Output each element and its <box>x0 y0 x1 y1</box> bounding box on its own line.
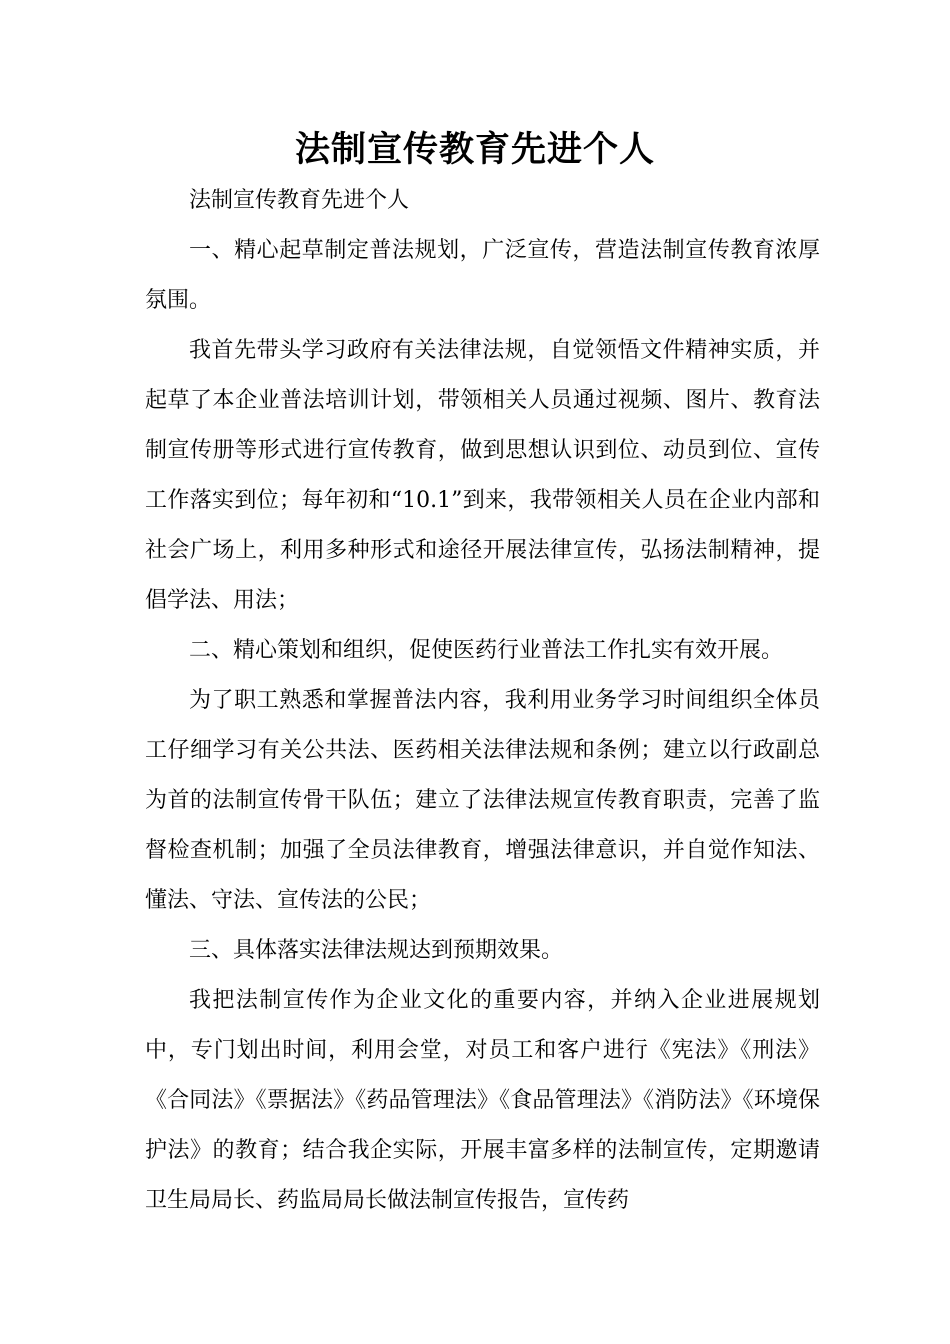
paragraph-section-3-heading: 三、具体落实法律法规达到预期效果。 <box>189 938 564 963</box>
document-body <box>145 176 820 1226</box>
paragraph-section-3-body: 我把法制宣传作为企业文化的重要内容，并纳入企业进展规划中，专门划出时间，利用会堂，对员工和客户进行《宪法》《刑法》《合同法》《票据法》《药品管理法》《食品管理法》《消防法》《环境保护法》的教育；结合我企实际，开展丰富多样的法制宣传，定期邀请卫生局局长、药监局局长做法制宣传报告，宣传药 <box>145 988 820 1213</box>
paragraph-section-2-body: 为了职工熟悉和掌握普法内容，我利用业务学习时间组织全体员工仔细学习有关公共法、医药相关法律法规和条例；建立以行政副总为首的法制宣传骨干队伍；建立了法律法规宣传教育职责，完善了监督检查机制；加强了全员法律教育，增强法律意识，并自觉作知法、懂法、守法、宣传法的公民； <box>145 688 820 913</box>
document-title: 法制宣传教育先进个人 <box>294 130 655 170</box>
paragraph-subtitle: 法制宣传教育先进个人 <box>189 188 410 213</box>
paragraph-section-2-heading: 二、精心策划和组织，促使医药行业普法工作扎实有效开展。 <box>189 638 784 663</box>
paragraph-section-1-heading: 一、精心起草制定普法规划，广泛宣传，营造法制宣传教育浓厚氛围。 <box>145 238 820 313</box>
paragraph-section-1-body: 我首先带头学习政府有关法律法规，自觉领悟文件精神实质，并起草了本企业普法培训计划，带领相关人员通过视频、图片、教育法制宣传册等形式进行宣传教育，做到思想认识到位、动员到位、宣传工作落实到位；每年初和“10.1”到来，我带领相关人员在企业内部和社会广场上，利用多种形式和途径开展法律宣传，弘扬法制精神，提倡学法、用法； <box>145 338 820 613</box>
